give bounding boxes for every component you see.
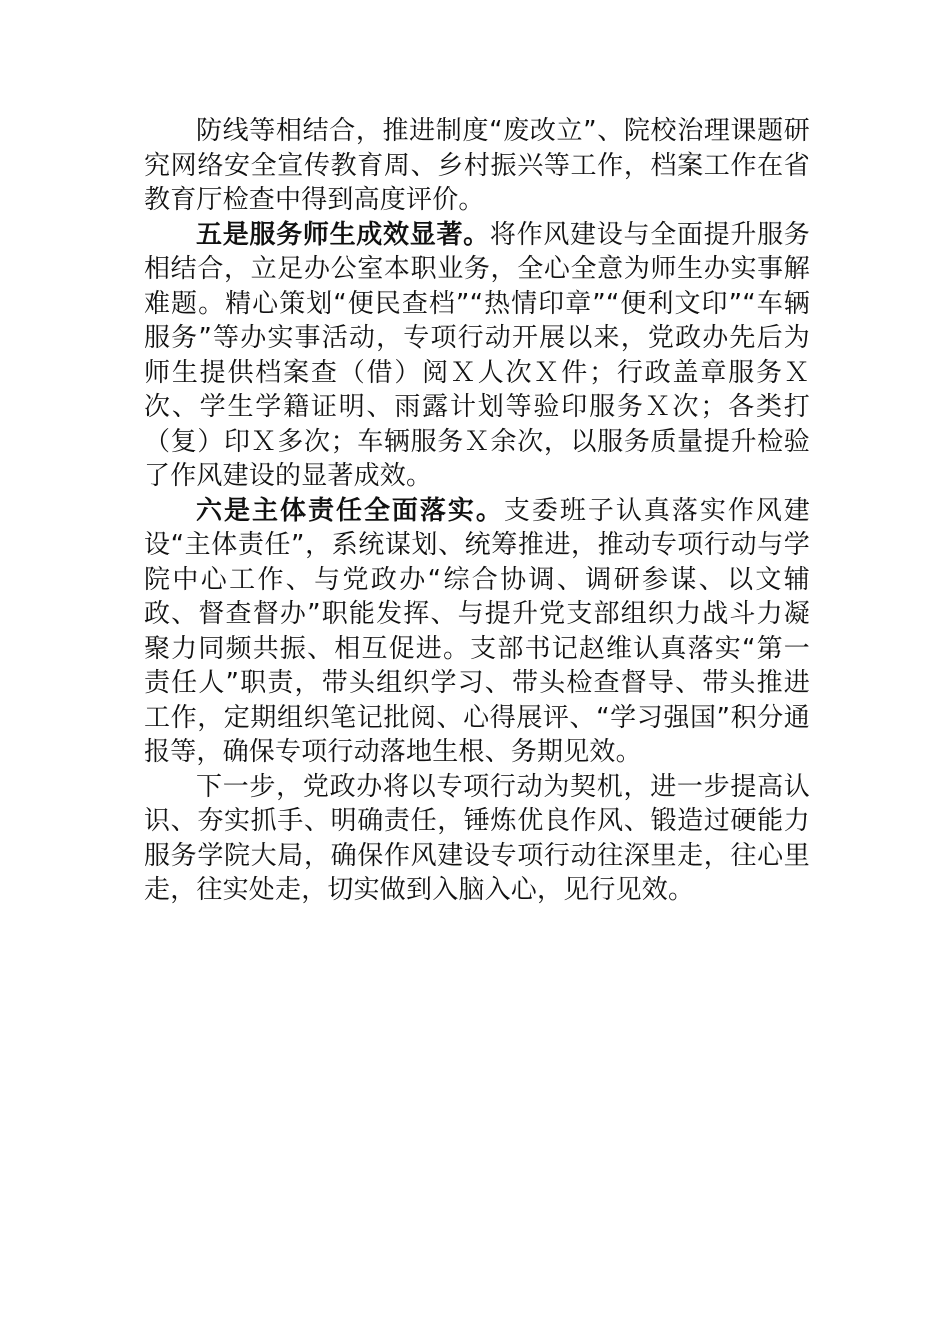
paragraph-2 bbox=[144, 218, 810, 494]
paragraph-3-text: 支委班子认真落实作风建设“主体责任”，系统谋划、统筹推进，推动专项行动与学院中心工作、与党政办“综合协调、调研参谋、以文辅政、督查督办”职能发挥、与提升党支部组织力战斗力凝聚力同频共振、相互促进。支部书记赵维认真落实“第一责任人”职责，带头组织学习、带头检查督导、带头推进工作，定期组织笔记批阅、心得展评、“学习强国”积分通报等，确保专项行动落地生根、务期见效。 bbox=[144, 495, 811, 767]
paragraph-1-text: 防线等相结合，推进制度“废改立”、院校治理课题研究网络安全宣传教育周、乡村振兴等工作，档案工作在省教育厅检查中得到高度评价。 bbox=[144, 116, 810, 215]
paragraph-2-text: 将作风建设与全面提升服务相结合，立足办公室本职业务，全心全意为师生办实事解难题。精心策划“便民查档”“热情印章”“便利文印”“车辆服务”等办实事活动，专项行动开展以来，党政办先后为师生提供档案查（借）阅Ｘ人次Ｘ件；行政盖章服务Ｘ次、学生学籍证明、雨露计划等验印服务Ｘ次；各类打（复）印Ｘ多次；车辆服务Ｘ余次，以服务质量提升检验了作风建设的显著成效。 bbox=[144, 219, 811, 491]
paragraph-4 bbox=[144, 770, 810, 908]
paragraph-3-heading: 六是主体责任全面落实。 bbox=[196, 495, 504, 526]
paragraph-2-heading: 五是服务师生成效显著。 bbox=[196, 219, 490, 250]
paragraph-1 bbox=[144, 114, 810, 218]
paragraph-3 bbox=[144, 494, 810, 770]
paragraph-4-text: 下一步，党政办将以专项行动为契机，进一步提高认识、夯实抓手、明确责任，锤炼优良作风、锻造过硬能力服务学院大局，确保作风建设专项行动往深里走，往心里走，往实处走，切实做到入脑入心，见行见效。 bbox=[144, 771, 810, 905]
document-page bbox=[144, 114, 810, 908]
